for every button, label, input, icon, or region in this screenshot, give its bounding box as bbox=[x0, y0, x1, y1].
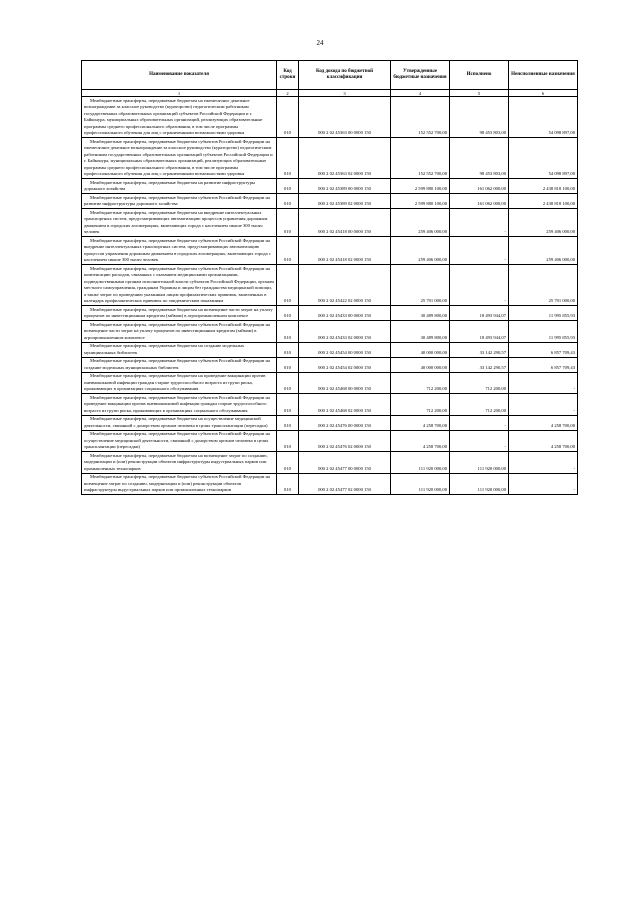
row-approved-cell: 2 599 880 100,00 bbox=[391, 194, 450, 209]
row-unexecuted-cell: 25 701 000,00 bbox=[509, 265, 578, 306]
row-approved-cell: 259 406 000,00 bbox=[391, 237, 450, 265]
row-executed-cell: - bbox=[450, 209, 509, 237]
table-row bbox=[82, 265, 578, 306]
row-name-cell: Межбюджетные трансферты, передаваемые бюджетам субъектов Российской Федерации на возмещение части затрат на уплату процентов по инвестиционным кредитам (займам) в агропромышленном комплексе bbox=[82, 321, 277, 343]
table-row bbox=[82, 394, 578, 416]
table-row bbox=[82, 342, 578, 357]
row-executed-cell: 33 142 290,57 bbox=[450, 357, 509, 372]
table-row bbox=[82, 321, 578, 343]
header-row bbox=[82, 61, 578, 90]
header-code: Код строки bbox=[277, 61, 299, 90]
page-number: 24 bbox=[316, 39, 324, 47]
table-row bbox=[82, 97, 578, 138]
table-row bbox=[82, 194, 578, 209]
row-code-cell: 010 bbox=[277, 138, 299, 179]
row-unexecuted-cell: - bbox=[509, 372, 578, 394]
row-executed-cell: - bbox=[450, 265, 509, 306]
header-approved: Утвержденные бюджетные назначения bbox=[391, 61, 450, 90]
row-unexecuted-cell: 259 406 000,00 bbox=[509, 209, 578, 237]
row-classification-cell: 000 2 02 45468 00 0000 150 bbox=[299, 372, 391, 394]
row-unexecuted-cell: - bbox=[509, 473, 578, 495]
row-approved-cell: 4 258 700,00 bbox=[391, 430, 450, 452]
row-code-cell: 010 bbox=[277, 415, 299, 430]
row-name-cell: Межбюджетные трансферты, передаваемые бюджетам субъектов Российской Федерации на развитие инфраструктуры дорожного хозяйства bbox=[82, 194, 277, 209]
table-row bbox=[82, 372, 578, 394]
row-code-cell: 010 bbox=[277, 372, 299, 394]
row-approved-cell: 25 701 000,00 bbox=[391, 265, 450, 306]
row-approved-cell: 259 406 000,00 bbox=[391, 209, 450, 237]
row-code-cell: 010 bbox=[277, 209, 299, 237]
row-name-cell: Межбюджетные трансферты, передаваемые бюджетам на развитие инфраструктуры дорожного хозяйства bbox=[82, 179, 277, 194]
row-classification-cell: 000 2 02 45418 02 0000 150 bbox=[299, 237, 391, 265]
row-unexecuted-cell: 11 995 855,93 bbox=[509, 321, 578, 343]
row-classification-cell: 000 2 02 45476 02 0000 150 bbox=[299, 430, 391, 452]
row-classification-cell: 000 2 02 45363 00 0000 150 bbox=[299, 97, 391, 138]
row-executed-cell: 98 453 803,00 bbox=[450, 138, 509, 179]
row-name-cell: Межбюджетные трансферты, передаваемые бюджетам субъектов Российской Федерации на компенсацию расходов, связанных с оказанием медицинскими организациями, подведомственными органам исполнительной власти субъектов Российской Федерации, органам местного самоуправления, гражданам Украины и лицам без гражданства медицинской помощи, а также затрат по проведению указанным лицам профилактических прививок, включенных в календарь профилактических прививок по эпидемическим показаниям bbox=[82, 265, 277, 306]
table-row bbox=[82, 179, 578, 194]
row-unexecuted-cell: 11 995 855,93 bbox=[509, 306, 578, 321]
row-classification-cell: 000 2 02 45389 00 0000 150 bbox=[299, 179, 391, 194]
row-code-cell: 010 bbox=[277, 179, 299, 194]
row-name-cell: Межбюджетные трансферты, передаваемые бюджетам на проведение вакцинации против пневмококковой инфекции граждан старше трудоспособного возраста из групп риска, проживающих в организациях социального обслуживания bbox=[82, 372, 277, 394]
table-row bbox=[82, 357, 578, 372]
row-name-cell: Межбюджетные трансферты, передаваемые бюджетам на внедрение интеллектуальных транспортных систем, предусматривающих автоматизацию процессов управления дорожным движением в городских агломерациях, включающих города с населением свыше 300 тысяч человек bbox=[82, 209, 277, 237]
row-executed-cell: - bbox=[450, 430, 509, 452]
row-name-cell: Межбюджетные трансферты, передаваемые бюджетам на ежемесячное денежное вознаграждение за классное руководство (кураторство) педагогическим работникам государственных образовательных организаций субъектов Российской Федерации и г. Байконура, муниципальных образовательных организаций, реализующих образовательные программы среднего профессионального образования, в том числе программы профессионального обучения для лиц с ограниченными возможностями здоровья bbox=[82, 97, 277, 138]
row-name-cell: Межбюджетные трансферты, передаваемые бюджетам субъектов Российской Федерации на создание модельных муниципальных библиотек bbox=[82, 357, 277, 372]
table-row bbox=[82, 237, 578, 265]
row-executed-cell: - bbox=[450, 237, 509, 265]
row-code-cell: 010 bbox=[277, 237, 299, 265]
header-unexecuted: Неисполненные назначения bbox=[509, 61, 578, 90]
row-classification-cell: 000 2 02 45418 00 0000 150 bbox=[299, 209, 391, 237]
row-classification-cell: 000 2 02 45433 02 0000 150 bbox=[299, 321, 391, 343]
row-executed-cell: 18 493 944,07 bbox=[450, 306, 509, 321]
column-number-row bbox=[82, 90, 578, 97]
row-classification-cell: 000 2 02 45363 02 0000 150 bbox=[299, 138, 391, 179]
table-row bbox=[82, 306, 578, 321]
row-unexecuted-cell: 2 438 818 100,00 bbox=[509, 194, 578, 209]
row-classification-cell: 000 2 02 45476 00 0000 150 bbox=[299, 415, 391, 430]
row-unexecuted-cell: - bbox=[509, 394, 578, 416]
row-executed-cell: 33 142 290,57 bbox=[450, 342, 509, 357]
row-code-cell: 010 bbox=[277, 97, 299, 138]
column-number: 5 bbox=[450, 90, 509, 97]
row-unexecuted-cell: 4 258 700,00 bbox=[509, 430, 578, 452]
row-classification-cell: 000 2 02 45477 00 0000 150 bbox=[299, 452, 391, 474]
row-code-cell: 010 bbox=[277, 342, 299, 357]
row-approved-cell: 4 258 700,00 bbox=[391, 415, 450, 430]
row-approved-cell: 152 552 700,00 bbox=[391, 97, 450, 138]
row-classification-cell: 000 2 02 45454 00 0000 150 bbox=[299, 342, 391, 357]
row-executed-cell: 111 920 000,00 bbox=[450, 473, 509, 495]
header-classification: Код дохода по бюджетной классификации bbox=[299, 61, 391, 90]
row-approved-cell: 40 000 000,00 bbox=[391, 357, 450, 372]
row-name-cell: Межбюджетные трансферты, передаваемые бюджетам субъектов Российской Федерации на ежемесячное денежное вознаграждение за классное руководство (кураторство) педагогическим работникам государственных образовательных организаций субъектов Российской Федерации и г. Байконура, муниципальных образовательных организаций, реализующих образовательные программы среднего профессионального образования, в том числе программы профессионального обучения для лиц с ограниченными возможностями здоровья bbox=[82, 138, 277, 179]
row-classification-cell: 000 2 02 45389 02 0000 150 bbox=[299, 194, 391, 209]
row-executed-cell: 18 493 944,07 bbox=[450, 321, 509, 343]
row-classification-cell: 000 2 02 45433 00 0000 150 bbox=[299, 306, 391, 321]
row-code-cell: 010 bbox=[277, 430, 299, 452]
row-approved-cell: 30 489 800,00 bbox=[391, 321, 450, 343]
row-approved-cell: 712 200,00 bbox=[391, 394, 450, 416]
row-unexecuted-cell: 54 098 897,00 bbox=[509, 97, 578, 138]
row-classification-cell: 000 2 02 45468 02 0000 150 bbox=[299, 394, 391, 416]
row-code-cell: 010 bbox=[277, 194, 299, 209]
row-unexecuted-cell: 54 098 897,00 bbox=[509, 138, 578, 179]
row-executed-cell: 111 920 000,00 bbox=[450, 452, 509, 474]
row-code-cell: 010 bbox=[277, 306, 299, 321]
column-number: 1 bbox=[82, 90, 277, 97]
row-name-cell: Межбюджетные трансферты, передаваемые бюджетам субъектов Российской Федерации на осуществление медицинской деятельности, связанной с донорством органов человека в целях трансплантации (пересадки) bbox=[82, 430, 277, 452]
row-approved-cell: 111 920 000,00 bbox=[391, 452, 450, 474]
row-code-cell: 010 bbox=[277, 394, 299, 416]
header-executed: Исполнено bbox=[450, 61, 509, 90]
row-code-cell: 010 bbox=[277, 357, 299, 372]
row-executed-cell: 712 200,00 bbox=[450, 372, 509, 394]
row-name-cell: Межбюджетные трансферты, передаваемые бюджетам субъектов Российской Федерации на возмещение затрат по созданию, модернизации и (или) реконструкции объектов инфраструктуры индустриальных парков или промышленных технопарков bbox=[82, 473, 277, 495]
row-executed-cell: 161 062 000,00 bbox=[450, 179, 509, 194]
budget-execution-table bbox=[81, 60, 578, 495]
column-number: 4 bbox=[391, 90, 450, 97]
row-name-cell: Межбюджетные трансферты, передаваемые бюджетам субъектов Российской Федерации на проведение вакцинации против пневмококковой инфекции граждан старше трудоспособного возраста из групп риска, проживающих в организациях социального обслуживания bbox=[82, 394, 277, 416]
row-approved-cell: 30 489 800,00 bbox=[391, 306, 450, 321]
row-approved-cell: 152 552 700,00 bbox=[391, 138, 450, 179]
row-unexecuted-cell: - bbox=[509, 452, 578, 474]
row-unexecuted-cell: 6 857 709,43 bbox=[509, 357, 578, 372]
row-unexecuted-cell: 259 406 000,00 bbox=[509, 237, 578, 265]
column-number: 2 bbox=[277, 90, 299, 97]
header-name: Наименование показателя bbox=[82, 61, 277, 90]
row-executed-cell: - bbox=[450, 415, 509, 430]
table-row bbox=[82, 209, 578, 237]
table-row bbox=[82, 415, 578, 430]
row-name-cell: Межбюджетные трансферты, передаваемые бюджетам субъектов Российской Федерации на внедрение интеллектуальных транспортных систем, предусматривающих автоматизацию процессов управления дорожным движением в городских агломерациях, включающих города с населением свыше 300 тысяч человек bbox=[82, 237, 277, 265]
row-executed-cell: 98 453 803,00 bbox=[450, 97, 509, 138]
row-approved-cell: 40 000 000,00 bbox=[391, 342, 450, 357]
column-number: 6 bbox=[509, 90, 578, 97]
row-code-cell: 010 bbox=[277, 473, 299, 495]
row-executed-cell: 712 200,00 bbox=[450, 394, 509, 416]
row-approved-cell: 712 200,00 bbox=[391, 372, 450, 394]
row-name-cell: Межбюджетные трансферты, передаваемые бюджетам на создание модельных муниципальных библиотек bbox=[82, 342, 277, 357]
table-row bbox=[82, 430, 578, 452]
row-unexecuted-cell: 6 857 709,43 bbox=[509, 342, 578, 357]
row-classification-cell: 000 2 02 45477 02 0000 150 bbox=[299, 473, 391, 495]
row-approved-cell: 2 599 880 100,00 bbox=[391, 179, 450, 194]
table-row bbox=[82, 473, 578, 495]
column-number: 3 bbox=[299, 90, 391, 97]
row-unexecuted-cell: 4 258 700,00 bbox=[509, 415, 578, 430]
row-unexecuted-cell: 2 438 818 100,00 bbox=[509, 179, 578, 194]
row-classification-cell: 000 2 02 45422 02 0000 150 bbox=[299, 265, 391, 306]
table-row bbox=[82, 452, 578, 474]
table-row bbox=[82, 138, 578, 179]
row-code-cell: 010 bbox=[277, 321, 299, 343]
row-approved-cell: 111 920 000,00 bbox=[391, 473, 450, 495]
row-code-cell: 010 bbox=[277, 452, 299, 474]
row-code-cell: 010 bbox=[277, 265, 299, 306]
row-name-cell: Межбюджетные трансферты, передаваемые бюджетам на осуществление медицинской деятельности, связанной с донорством органов человека в целях трансплантации (пересадки) bbox=[82, 415, 277, 430]
row-name-cell: Межбюджетные трансферты, передаваемые бюджетам на возмещение затрат по созданию, модернизации и (или) реконструкции объектов инфраструктуры индустриальных парков или промышленных технопарков bbox=[82, 452, 277, 474]
row-name-cell: Межбюджетные трансферты, передаваемые бюджетам на возмещение части затрат на уплату процентов по инвестиционным кредитам (займам) в агропромышленном комплексе bbox=[82, 306, 277, 321]
row-classification-cell: 000 2 02 45454 02 0000 150 bbox=[299, 357, 391, 372]
row-executed-cell: 161 062 000,00 bbox=[450, 194, 509, 209]
